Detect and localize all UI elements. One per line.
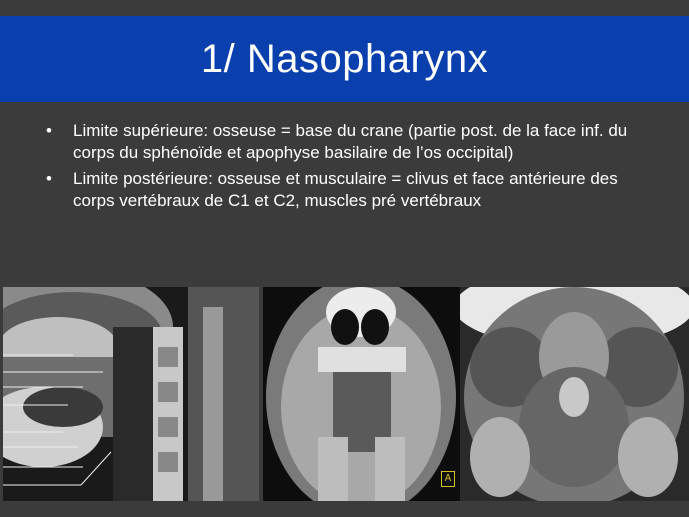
bullet-marker: • <box>46 121 52 140</box>
coronal-ct-image <box>263 287 460 501</box>
bullet-list <box>40 120 640 216</box>
bullet-text: Limite postérieure: osseuse et musculaire = clivus et face antérieure des corps vertébraux de C1 et C2, muscles pré vertébraux <box>73 169 618 210</box>
bullet-text: Limite supérieure: osseuse = base du crane (partie post. de la face inf. du corps du sphénoïde et apophyse basilaire de l’os occipital) <box>73 121 628 162</box>
orientation-badge: A <box>441 471 455 487</box>
sagittal-mri-image <box>3 287 259 501</box>
slide-title: 1/ Nasopharynx <box>200 36 489 81</box>
coronal-mri-image <box>460 287 689 501</box>
bullet-item <box>40 120 640 164</box>
title-band <box>0 16 689 102</box>
bullet-item <box>40 168 640 212</box>
bullet-marker: • <box>46 169 52 188</box>
